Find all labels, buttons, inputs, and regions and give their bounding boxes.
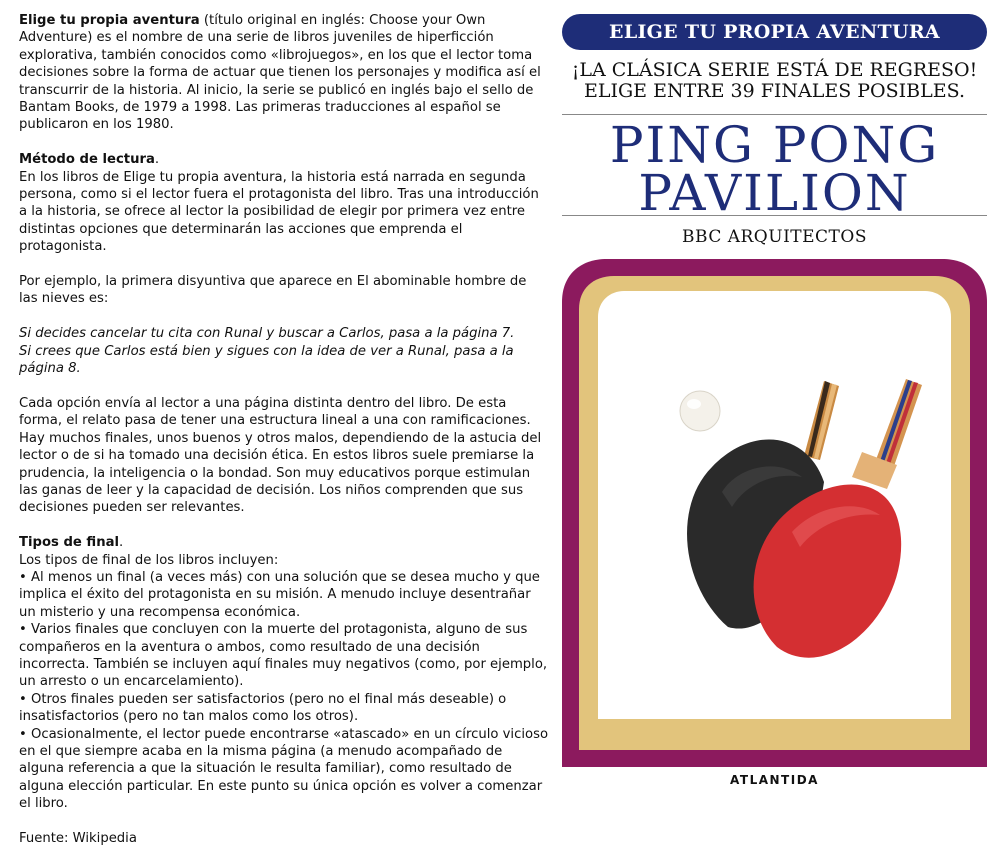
- branching-paragraph: Cada opción envía al lector a una página distinta dentro del libro. De esta forma, el relato pasa de tener una estructura lineal a una con ramificaciones. Hay muchos finales, unos buenos y otros malos, dependiendo de la astucia del lector o de si ha tomado una decisión ética. En estos libros suele premiarse la prudencia, la inteligencia o la bondad. Son muy educativos porque estimulan las ganas de leer y la capacidad de decisión. Los niños comprenden que sus decisiones pueden ser relevantes.: [19, 395, 542, 516]
- endings-intro: Los tipos de final de los libros incluyen:: [19, 552, 279, 568]
- intro-text: (título original en inglés: Choose your Own Adventure) es el nombre de una serie de libros juveniles de hiperficción explorativa, también conocidos como «librojuegos», en los que el lector toma decisiones sobre la forma de actuar que tienen los personajes y modifica así el transcurrir de la historia. Al inicio, la serie se publicó en inglés bajo el sello de Bantam Books, de 1979 a 1998. Las primeras traducciones al español se publicaron en los 1980.: [19, 13, 541, 133]
- publisher-logo: ATLANTIDA: [730, 773, 819, 787]
- source-line: Fuente: Wikipedia: [19, 831, 137, 846]
- bottom-divider: [562, 215, 987, 216]
- example-paragraph: Por ejemplo, la primera disyuntiva que aparece en El abominable hombre de las nieves es:: [19, 274, 527, 307]
- ping-pong-ball: [680, 391, 720, 431]
- book-cover: [562, 12, 987, 792]
- ending-item: • Ocasionalmente, el lector puede encontrarse «atascado» en un círculo vicioso en el que siempre acaba en la misma página (a menudo acompañado de alguna referencia a que la situación le resulta familiar), como resultado de alguna elección particular. En este punto su única opción es volver a comenzar el libro.: [19, 726, 549, 812]
- choice-1: Si decides cancelar tu cita con Runal y buscar a Carlos, pasa a la página 7.: [19, 326, 515, 342]
- cover-tagline: [562, 60, 987, 102]
- book-title: [562, 116, 987, 222]
- method-heading-line: Método de lectura.: [19, 152, 160, 168]
- tagline-line-2: ELIGE ENTRE 39 FINALES POSIBLES.: [584, 80, 965, 102]
- endings-heading: Tipos de final: [19, 535, 120, 551]
- title-line-2: PAVILION: [638, 164, 911, 222]
- tagline-line-1: ¡LA CLÁSICA SERIE ESTÁ DE REGRESO!: [571, 59, 978, 81]
- endings-heading-line: Tipos de final.: [19, 535, 124, 551]
- endings-paragraph: [19, 552, 549, 813]
- method-paragraph: En los libros de Elige tu propia aventura, la historia está narrada en segunda persona, como si el lector fuera el protagonista del libro. Tras una introducción a la historia, se ofrece al lector la posibilidad de elegir por primera vez entre distintas opciones que determinarán las acciones que emprenda el protagonista.: [19, 169, 539, 255]
- intro-title: Elige tu propia aventura: [19, 13, 200, 28]
- method-heading: Método de lectura: [19, 152, 155, 168]
- choices-paragraph: [19, 325, 549, 377]
- top-divider: [562, 114, 987, 115]
- series-banner: ELIGE TU PROPIA AVENTURA: [562, 14, 987, 50]
- article-column: [19, 12, 549, 847]
- title-line-1: PING PONG: [609, 116, 940, 174]
- ending-item: • Otros finales pueden ser satisfactorios (pero no el final más deseable) o insatisfactorios (pero no tan malos como los otros).: [19, 691, 507, 725]
- choice-2: Si crees que Carlos está bien y sigues con la idea de ver a Runal, pasa a la página 8.: [19, 343, 514, 377]
- intro-paragraph: [19, 12, 549, 134]
- cover-frame: [562, 257, 987, 767]
- ending-item: • Varios finales que concluyen con la muerte del protagonista, alguno de sus compañeros en la aventura o ambos, como resultado de una decisión incorrecta. También se incluyen aquí finales muy negativos (como, por ejemplo, un arresto o un encarcelamiento).: [19, 622, 548, 690]
- ending-item: • Al menos un final (a veces más) con una solución que se desea mucho y que implica el éxito del protagonista en su misión. A menudo incluye desentrañar un misterio y una recompensa económica.: [19, 569, 540, 620]
- book-author: BBC ARQUITECTOS: [682, 227, 867, 247]
